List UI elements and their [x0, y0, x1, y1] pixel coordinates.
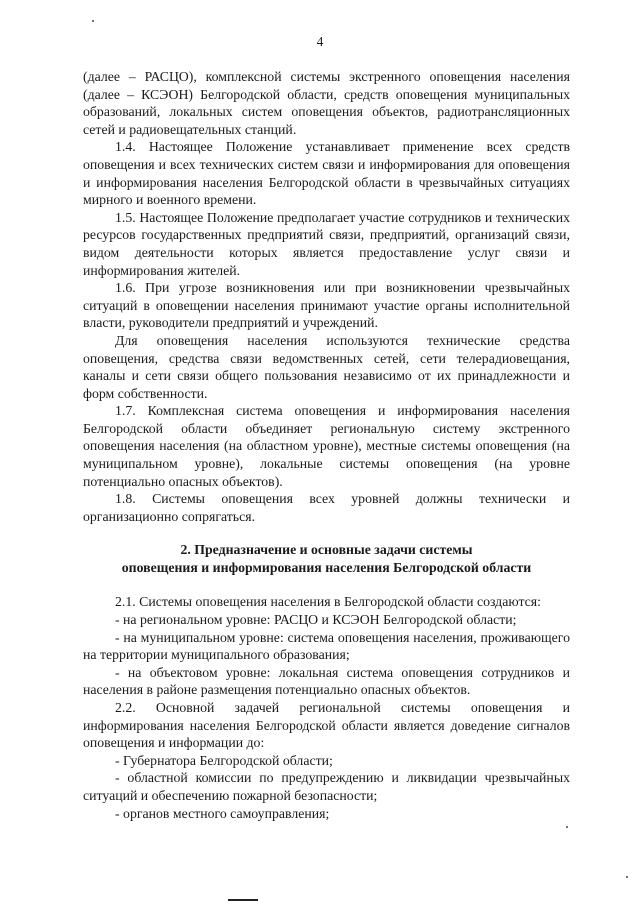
paragraph: - областной комиссии по предупреждению и ликвидации чрезвычайных ситуаций и обеспечению пожарной безопасности;: [83, 770, 570, 803]
paragraph: 1.6. При угрозе возникновения или при возникновении чрезвычайных ситуаций в оповещении населения принимают участие органы исполнительной власти, руководители предприятий и учреждений.: [83, 280, 570, 331]
scan-edge-mark: [228, 899, 258, 901]
paragraph: - органов местного самоуправления;: [115, 805, 330, 821]
paragraph: Для оповещения населения используются технические средства оповещения, средства связи ведомственных сетей, сети телерадиовещания, каналы и сети связи общего пользования независимо от их принадлежности и форм собственности.: [83, 332, 570, 401]
scan-speck: [566, 826, 568, 828]
paragraph: 1.4. Настоящее Положение устанавливает применение всех средств оповещения и всех технических систем связи и информирования для оповещения и информирования населения Белгородской области в чрезвычайных ситуациях мирного и военного времени.: [83, 139, 570, 208]
section-2-heading-line-1: 2. Предназначение и основные задачи системы: [180, 542, 473, 558]
section-1-paragraphs: [83, 68, 570, 525]
scan-speck: [92, 20, 94, 22]
paragraph: (далее – РАСЦО), комплексной системы экстренного оповещения населения (далее – КСЭОН) Белгородской области, средств оповещения муниципальных образований, локальных систем оповещения объектов, радиотрансляционных сетей и радиовещательных станций.: [83, 69, 570, 137]
paragraph: 2.2. Основной задачей региональной системы оповещения и информирования населения Белгородской области является доведение сигналов оповещения и информации до:: [83, 700, 570, 751]
section-2-heading: [83, 541, 570, 577]
section-2-heading-line-2: оповещения и информирования населения Белгородской области: [121, 560, 532, 576]
scan-speck: [626, 876, 628, 878]
paragraph: - на региональном уровне: РАСЦО и КСЭОН Белгородской области;: [115, 612, 517, 628]
paragraph: - на муниципальном уровне: система оповещения населения, проживающего на территории муниципального образования;: [83, 629, 570, 663]
section-2-paragraphs: [83, 593, 570, 822]
paragraph: - Губернатора Белгородской области;: [115, 752, 333, 768]
document-body: [83, 68, 570, 822]
page-number: 4: [316, 34, 324, 49]
paragraph: - на объектовом уровне: локальная система оповещения сотрудников и населения в районе размещения потенциально опасных объектов.: [83, 664, 570, 698]
paragraph: 2.1. Системы оповещения населения в Белгородской области создаются:: [115, 594, 541, 610]
paragraph: 1.7. Комплексная система оповещения и информирования населения Белгородской области объединяет региональную систему экстренного оповещения населения (на областном уровне), местные системы оповещения (на муниципальном уровне), локальные системы оповещения (на уровне потенциально опасных объектов).: [83, 403, 570, 489]
paragraph: 1.5. Настоящее Положение предполагает участие сотрудников и технических ресурсов государственных предприятий связи, предприятий, организаций связи, видом деятельности которых является предоставление услуг связи и информирования жителей.: [83, 209, 570, 278]
paragraph: 1.8. Системы оповещения всех уровней должны технически и организационно сопрягаться.: [83, 491, 570, 524]
